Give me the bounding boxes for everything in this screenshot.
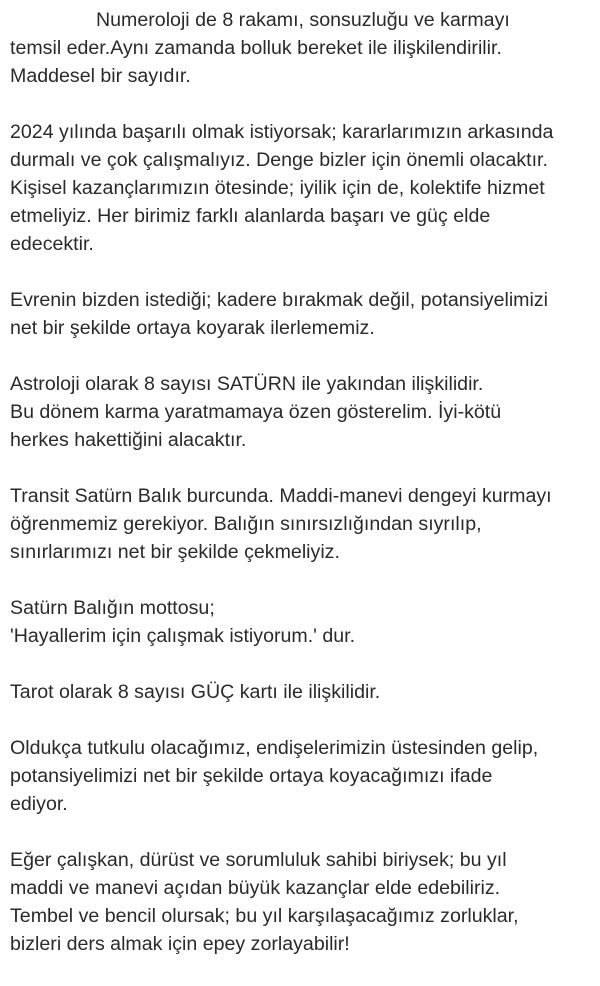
text-line: Maddesel bir sayıdır. — [10, 65, 191, 87]
text-line: maddi ve manevi açıdan büyük kazançlar elde edebiliriz. — [10, 877, 501, 899]
text-line: 'Hayallerim için çalışmak istiyorum.' dur. — [10, 625, 356, 647]
text-line: herkes hakettiğini alacaktır. — [10, 429, 247, 451]
text-line: ediyor. — [10, 793, 68, 815]
text-line: sınırlarımızı net bir şekilde çekmeliyiz. — [10, 541, 340, 563]
text-line: bizleri ders almak için epey zorlayabilir! — [10, 933, 350, 955]
paragraph-saturn-motto — [10, 594, 595, 650]
text-line: Tarot olarak 8 sayısı GÜÇ kartı ile ilişkilidir. — [10, 681, 381, 703]
text-line: durmalı ve çok çalışmalıyız. Denge bizler için önemli olacaktır. — [10, 149, 548, 171]
text-line: Tembel ve bencil olursak; bu yıl karşılaşacağımız zorluklar, — [10, 905, 519, 927]
text-line: etmeliyiz. Her birimiz farklı alanlarda başarı ve güç elde — [10, 205, 491, 227]
text-line: temsil eder.Aynı zamanda bolluk bereket ile ilişkilendirilir. — [10, 37, 502, 59]
text-line: Kişisel kazançlarımızın ötesinde; iyilik için de, kolektife hizmet — [10, 177, 545, 199]
paragraph-tarot — [10, 678, 595, 706]
text-line: Eğer çalışkan, dürüst ve sorumluluk sahibi biriysek; bu yıl — [10, 849, 507, 871]
paragraph-2024 — [10, 118, 595, 258]
text-line: edecektir. — [10, 233, 94, 255]
paragraph-saturn-transit — [10, 482, 595, 566]
text-line: Oldukça tutkulu olacağımız, endişelerimizin üstesinden gelip, — [10, 737, 539, 759]
text-line: öğrenmemiz gerekiyor. Balığın sınırsızlığından sıyrılıp, — [10, 513, 482, 535]
text-line: potansiyelimizi net bir şekilde ortaya koyacağımızı ifade — [10, 765, 493, 787]
text-line: net bir şekilde ortaya koyarak ilerlememiz. — [10, 317, 375, 339]
paragraph-numerology — [10, 6, 595, 90]
text-line: Evrenin bizden istediği; kadere bırakmak değil, potansiyelimizi — [10, 289, 549, 311]
paragraph-astrology — [10, 370, 595, 454]
text-line: 2024 yılında başarılı olmak istiyorsak; kararlarımızın arkasında — [10, 121, 554, 143]
text-line: Astroloji olarak 8 sayısı SATÜRN ile yakından ilişkilidir. — [10, 373, 484, 395]
text-line: Numeroloji de 8 rakamı, sonsuzluğu ve karmayı — [96, 9, 510, 31]
article-text — [10, 6, 595, 986]
text-line: Transit Satürn Balık burcunda. Maddi-manevi dengeyi kurmayı — [10, 485, 552, 507]
paragraph-conclusion — [10, 846, 595, 958]
text-line: Bu dönem karma yaratmamaya özen gösterelim. İyi-kötü — [10, 401, 502, 423]
text-line: Satürn Balığın mottosu; — [10, 597, 215, 619]
paragraph-universe — [10, 286, 595, 342]
paragraph-passion — [10, 734, 595, 818]
